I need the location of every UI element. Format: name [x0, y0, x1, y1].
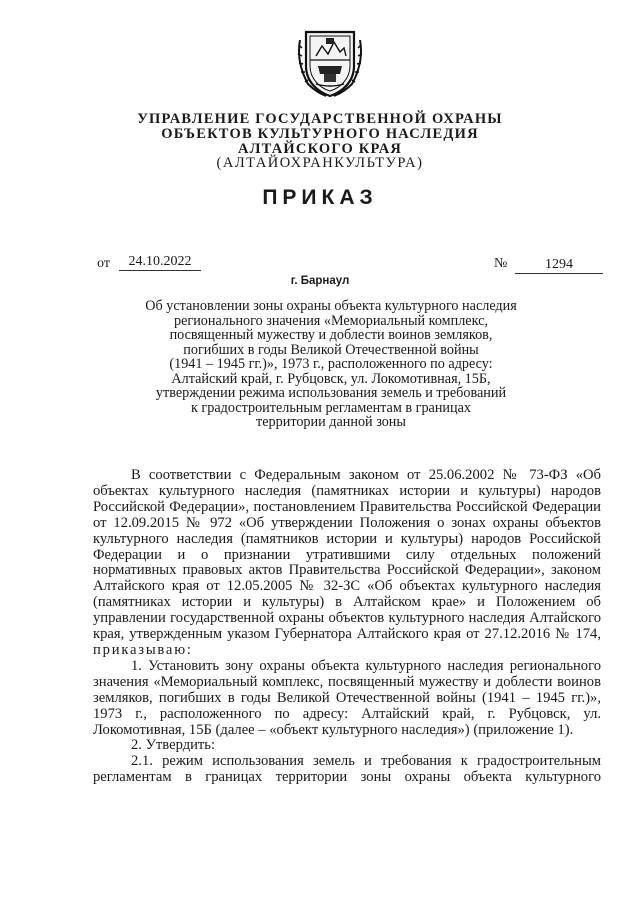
prikazyvayu-word: приказываю:: [93, 641, 193, 658]
body-paragraph-item-2: 2. Утвердить:: [131, 737, 216, 754]
document-body: [93, 468, 601, 786]
document-type-title: ПРИКАЗ: [262, 186, 378, 209]
subject-line: (1941 – 1945 гг.)», 1973 г., расположенного по адресу:: [169, 356, 493, 372]
subject-line: утверждении режима использования земель и требований: [155, 385, 507, 401]
document-date: 24.10.2022: [119, 254, 201, 271]
date-label: от: [97, 256, 110, 271]
body-paragraph-item-2-1: 2.1. режим использования земель и требования к градостроительным регламентам в границах территории зоны охраны объекта культурного: [93, 753, 601, 786]
subject-line: Алтайский край, г. Рубцовск, ул. Локомотивная, 15Б,: [171, 370, 491, 387]
preamble-text: В соответствии с Федеральным законом от 25.06.2002 № 73-ФЗ «Об объектах культурного наследия (памятниках истории и культуры) народов Российской Федерации», постановлением Правительства Российской Федерации от 12.09.2015 № 972 «Об утверждении Положения о зонах охраны объектов культурного наследия (памятников истории и культуры) народов Российской Федерации и о признании утратившими силу отдельных положений нормативных правовых актов Правительства Российской Федерации», законом Алтайского края от 12.05.2005 № 32-ЗС «Об объектах культурного наследия (памятниках истории и культуры) в Алтайском крае» и Положением об управлении государственной охраны объектов культурного наследия Алтайского края, утвержденным указом Губернатора Алтайского края от 27.12.2016 № 174,: [93, 467, 601, 643]
subject-line: погибших в годы Великой Отечественной войны: [183, 341, 479, 358]
city-name: г. Барнаул: [290, 275, 350, 287]
header-line-2: ОБЪЕКТОВ КУЛЬТУРНОГО НАСЛЕДИЯ: [161, 126, 479, 142]
document-subject: [136, 299, 526, 430]
header-line-1: УПРАВЛЕНИЕ ГОСУДАРСТВЕННОЙ ОХРАНЫ: [137, 111, 503, 127]
document-number: 1294: [515, 257, 603, 274]
number-label: №: [494, 256, 508, 271]
subject-line: территории данной зоны: [256, 414, 406, 430]
body-paragraph-preamble: [93, 468, 601, 659]
header-line-4: (АЛТАЙОХРАНКУЛЬТУРА): [216, 155, 424, 171]
altai-krai-coat-of-arms-emblem: [296, 26, 364, 98]
subject-line: посвященный мужеству и доблести воинов земляков,: [169, 327, 493, 343]
subject-line: Об установлении зоны охраны объекта культурного наследия: [145, 298, 517, 314]
body-paragraph-item-1: 1. Установить зону охраны объекта культурного наследия регионального значения «Мемориальный комплекс, посвященный мужеству и доблести воинов земляков, погибших в годы Великой Отечественной войны (1941 – 1945 гг.)», 1973 г., расположенного по адресу: Алтайский край, г. Рубцовск, ул. Локомотивная, 15Б (далее – «объект культурного наследия») (приложение 1).: [93, 657, 601, 738]
header-line-3: АЛТАЙСКОГО КРАЯ: [237, 141, 403, 157]
subject-line: регионального значения «Мемориальный комплекс,: [173, 312, 488, 329]
subject-line: к градостроительным регламентам в границах: [190, 399, 472, 416]
